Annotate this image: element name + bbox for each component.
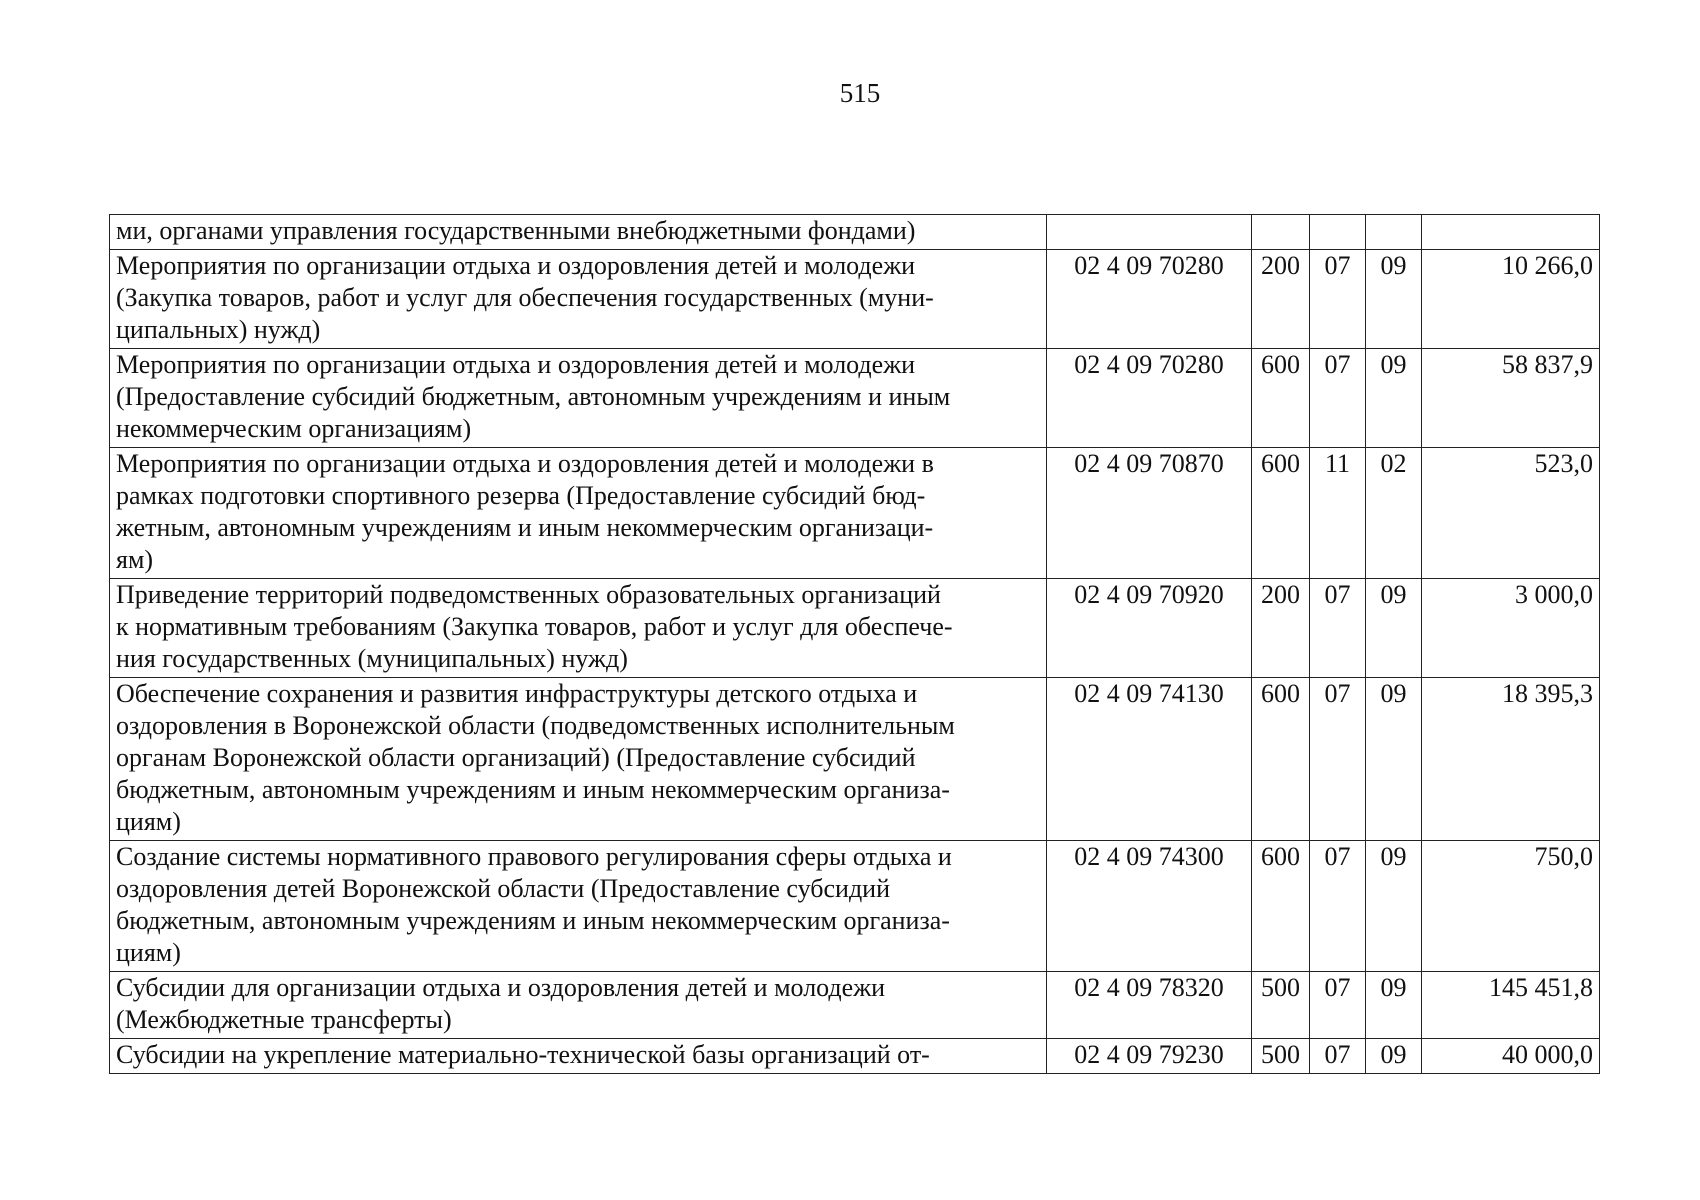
row-name-line: Создание системы нормативного правового регулирования сферы отдыха и [116,842,952,871]
row-name-line: Мероприятия по организации отдыха и оздоровления детей и молодежи в [116,449,934,478]
row-pr-cell: 09 [1366,1039,1422,1074]
row-name-cell [110,841,1047,972]
table-row [110,448,1600,579]
row-name-line: Приведение территорий подведомственных образовательных организаций [116,580,941,609]
row-pr-cell: 09 [1366,250,1422,349]
row-rz-cell: 07 [1310,678,1366,841]
row-rz-cell: 07 [1310,841,1366,972]
row-name-line: циям) [116,807,181,836]
row-vr-cell: 600 [1252,448,1310,579]
row-vr-cell: 600 [1252,349,1310,448]
table-row [110,579,1600,678]
row-name-cell [110,215,1047,250]
table-row [110,1039,1600,1074]
row-csr-cell [1047,215,1252,250]
row-csr-cell: 02 4 09 70920 [1047,579,1252,678]
row-pr-cell: 09 [1366,579,1422,678]
row-name-line: Субсидии для организации отдыха и оздоровления детей и молодежи [116,973,886,1002]
row-sum-cell: 145 451,8 [1422,972,1600,1039]
row-csr-cell: 02 4 09 70870 [1047,448,1252,579]
row-rz-cell: 07 [1310,250,1366,349]
row-name-line: бюджетным, автономным учреждениям и иным некоммерческим организа- [116,775,950,804]
row-pr-cell: 09 [1366,678,1422,841]
row-vr-cell: 600 [1252,841,1310,972]
row-rz-cell: 07 [1310,972,1366,1039]
row-csr-cell: 02 4 09 70280 [1047,349,1252,448]
row-sum-cell: 523,0 [1422,448,1600,579]
row-pr-cell: 02 [1366,448,1422,579]
table-row [110,972,1600,1039]
row-name-line: (Закупка товаров, работ и услуг для обеспечения государственных (муни- [116,283,934,312]
row-vr-cell [1252,215,1310,250]
row-name-line: Субсидии на укрепление материально-технической базы организаций от- [116,1040,930,1069]
row-name-line: оздоровления детей Воронежской области (Предоставление субсидий [116,874,890,903]
row-name-line: (Межбюджетные трансферты) [116,1005,452,1034]
row-sum-cell: 40 000,0 [1422,1039,1600,1074]
row-rz-cell: 11 [1310,448,1366,579]
row-name-line: бюджетным, автономным учреждениям и иным некоммерческим организа- [116,906,950,935]
row-vr-cell: 600 [1252,678,1310,841]
row-vr-cell: 500 [1252,1039,1310,1074]
row-rz-cell: 07 [1310,579,1366,678]
row-pr-cell: 09 [1366,841,1422,972]
row-name-line: (Предоставление субсидий бюджетным, автономным учреждениям и иным [116,382,951,411]
row-pr-cell [1366,215,1422,250]
row-name-line: Мероприятия по организации отдыха и оздоровления детей и молодежи [116,350,916,379]
table-row [110,250,1600,349]
row-name-line: ям) [116,545,154,574]
row-rz-cell: 07 [1310,349,1366,448]
row-pr-cell: 09 [1366,349,1422,448]
row-name-line: жетным, автономным учреждениям и иным некоммерческим организаци- [116,513,934,542]
row-rz-cell: 07 [1310,1039,1366,1074]
row-pr-cell: 09 [1366,972,1422,1039]
row-name-line: оздоровления в Воронежской области (подведомственных исполнительным [116,711,955,740]
row-sum-cell: 10 266,0 [1422,250,1600,349]
row-sum-cell [1422,215,1600,250]
row-name-cell [110,1039,1047,1074]
row-sum-cell: 750,0 [1422,841,1600,972]
row-csr-cell: 02 4 09 74300 [1047,841,1252,972]
page-number: 515 [839,78,881,108]
row-sum-cell: 58 837,9 [1422,349,1600,448]
table-row [110,215,1600,250]
row-csr-cell: 02 4 09 79230 [1047,1039,1252,1074]
budget-table [109,214,1600,1074]
row-vr-cell: 200 [1252,579,1310,678]
budget-table-body [110,215,1600,1074]
row-name-cell [110,579,1047,678]
row-name-cell [110,972,1047,1039]
table-row [110,349,1600,448]
row-sum-cell: 18 395,3 [1422,678,1600,841]
row-vr-cell: 500 [1252,972,1310,1039]
row-name-line: циям) [116,938,181,967]
row-name-line: рамках подготовки спортивного резерва (Предоставление субсидий бюд- [116,481,926,510]
row-name-cell [110,448,1047,579]
table-row [110,841,1600,972]
row-name-line: ципальных) нужд) [116,315,321,344]
row-vr-cell: 200 [1252,250,1310,349]
row-name-line: некоммерческим организациям) [116,414,472,443]
row-name-line: органам Воронежской области организаций) (Предоставление субсидий [116,743,916,772]
row-name-cell [110,250,1047,349]
row-name-cell [110,678,1047,841]
row-name-line: к нормативным требованиям (Закупка товаров, работ и услуг для обеспече- [116,612,953,641]
row-name-line: ми, органами управления государственными внебюджетными фондами) [116,216,916,245]
row-csr-cell: 02 4 09 74130 [1047,678,1252,841]
row-name-line: Обеспечение сохранения и развития инфраструктуры детского отдыха и [116,679,918,708]
row-csr-cell: 02 4 09 70280 [1047,250,1252,349]
row-rz-cell [1310,215,1366,250]
table-row [110,678,1600,841]
row-name-cell [110,349,1047,448]
row-name-line: Мероприятия по организации отдыха и оздоровления детей и молодежи [116,251,916,280]
row-csr-cell: 02 4 09 78320 [1047,972,1252,1039]
row-name-line: ния государственных (муниципальных) нужд) [116,644,628,673]
row-sum-cell: 3 000,0 [1422,579,1600,678]
